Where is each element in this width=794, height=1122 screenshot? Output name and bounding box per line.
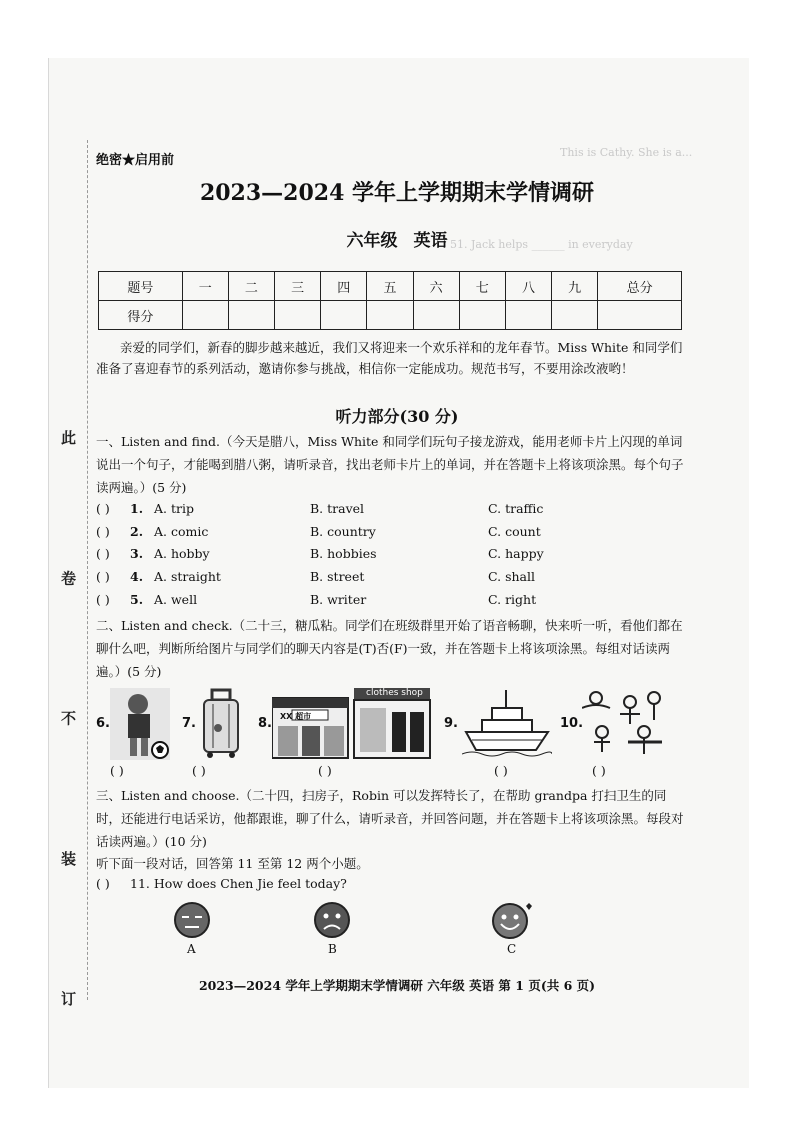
face-option-b [312,900,352,940]
page-footer: 2023—2024 学年上学期期末学情调研 六年级 英语 第 1 页(共 6 页) [198,978,596,993]
section1-instruction: 一、Listen and find.（今天是腊八，Miss White 和同学们玩句子接龙游戏，能用老师卡片上闪现的单词说出一个句子，才能喝到腊八粥，请听录音，找出老师卡片上的单词，并在答题卡上将该项涂黑。每个句子读两遍。）(5 分) [96,434,684,495]
shops-picture [272,688,432,760]
question-number: 4. [130,569,144,584]
store-sign-text: XX 超市 [280,712,312,721]
answer-paren[interactable]: ( ) [96,546,110,561]
picture-number: 6. [96,716,110,731]
bleed-text: 51. Jack helps ______ in everyday [450,238,633,251]
face-option-a [172,900,212,940]
face-label: B [328,942,337,956]
picture-number: 9. [444,716,458,731]
score-cell: 总分 [598,272,682,301]
face-label: C [507,942,517,956]
sports-picture [582,688,668,760]
binding-margin-text: 此 卷 不 装 订 [59,430,77,1066]
suitcase-picture [200,688,242,760]
answer-paren[interactable]: ( ) [318,763,332,778]
score-cell: 八 [505,272,551,301]
answer-paren[interactable]: ( ) [110,763,124,778]
listening-part-title: 听力部分(30 分) [335,407,459,426]
option-a: A. straight [154,569,221,584]
answer-paren[interactable]: ( ) [494,763,508,778]
question-text: 11. How does Chen Jie feel today? [130,876,347,891]
question-row [96,592,686,614]
score-cell: 二 [228,272,274,301]
section3-instruction: 三、Listen and choose.（二十四，扫房子，Robin 可以发挥特长了，在帮助 grandpa 打扫卫生的同时，还能进行电话采访，他都跟谁，聊了什么，请听录音，并回答问题，并在答题卡上将该项涂黑。每段对话读两遍。）(10 分) [96,788,684,849]
option-a: A. comic [154,524,209,539]
face-option-c [490,900,534,940]
score-input-cell[interactable] [459,301,505,330]
q11-face-options [0,898,794,962]
option-c: C. right [488,592,537,607]
option-c: C. happy [488,546,544,561]
question-number: 3. [130,546,144,561]
score-cell: 五 [367,272,413,301]
secret-label: 绝密★启用前 [96,153,175,168]
option-c: C. count [488,524,541,539]
score-cell: 一 [182,272,228,301]
score-input-cell[interactable] [505,301,551,330]
boy-football-picture [110,688,170,760]
picture-number: 7. [182,716,196,731]
score-cell: 三 [275,272,321,301]
score-input-cell[interactable] [228,301,274,330]
score-cell: 六 [413,272,459,301]
score-cell: 题号 [99,272,183,301]
option-a: A. well [154,592,198,607]
question-number: 2. [130,524,144,539]
section3-sub-instruction: 听下面一段对话，回答第 11 至第 12 两个小题。 [96,856,369,871]
score-cell: 九 [552,272,598,301]
option-a: A. hobby [154,546,210,561]
option-b: B. travel [310,501,365,516]
score-input-cell[interactable] [321,301,367,330]
face-label: A [187,942,196,956]
option-b: B. country [310,524,376,539]
answer-paren[interactable]: ( ) [96,876,110,891]
option-b: B. street [310,569,365,584]
answer-paren[interactable]: ( ) [96,592,110,607]
score-table [98,271,682,330]
question-row [96,546,686,568]
option-a: A. trip [154,501,194,516]
score-input-cell[interactable] [367,301,413,330]
binding-line [87,140,88,1000]
section2-pictures [96,688,686,778]
score-cell: 七 [459,272,505,301]
clothes-shop-sign: clothes shop [366,688,423,698]
option-b: B. writer [310,592,367,607]
question-row [96,524,686,546]
score-input-cell[interactable] [413,301,459,330]
score-input-cell[interactable] [598,301,682,330]
question-number: 1. [130,501,144,516]
score-table-header-row [99,272,682,301]
answer-paren[interactable]: ( ) [96,501,110,516]
question-row [96,569,686,591]
score-cell: 得分 [99,301,183,330]
answer-paren[interactable]: ( ) [96,524,110,539]
score-input-cell[interactable] [275,301,321,330]
page-title: 2023—2024 学年上学期期末学情调研 [199,180,595,206]
ship-picture [462,688,552,760]
picture-number: 10. [560,716,584,731]
answer-paren[interactable]: ( ) [96,569,110,584]
question-row [96,501,686,523]
score-cell: 四 [321,272,367,301]
picture-number: 8. [258,716,272,731]
score-input-cell[interactable] [182,301,228,330]
option-b: B. hobbies [310,546,377,561]
score-table-score-row [99,301,682,330]
question-number: 5. [130,592,144,607]
section2-instruction: 二、Listen and check.（二十三，糖瓜粘。同学们在班级群里开始了语音畅聊，快来听一听，看他们都在聊什么吧，判断所给图片与同学们的聊天内容是(T)否(F)一致，并在答题卡上将该项涂黑。每组对话读两遍。）(5 分) [96,618,683,679]
answer-paren[interactable]: ( ) [592,763,606,778]
question-row [96,876,686,898]
option-c: C. traffic [488,501,544,516]
score-input-cell[interactable] [552,301,598,330]
intro-paragraph: 亲爱的同学们，新春的脚步越来越近，我们又将迎来一个欢乐祥和的龙年春节。Miss White 和同学们准备了喜迎春节的系列活动，邀请你参与挑战，相信你一定能成功。规范书写，不要用涂改液哟！ [96,340,683,376]
bleed-text: This is Cathy. She is a... [560,146,693,159]
answer-paren[interactable]: ( ) [192,763,206,778]
page-subtitle: 六年级 英语 [346,231,448,251]
option-c: C. shall [488,569,535,584]
